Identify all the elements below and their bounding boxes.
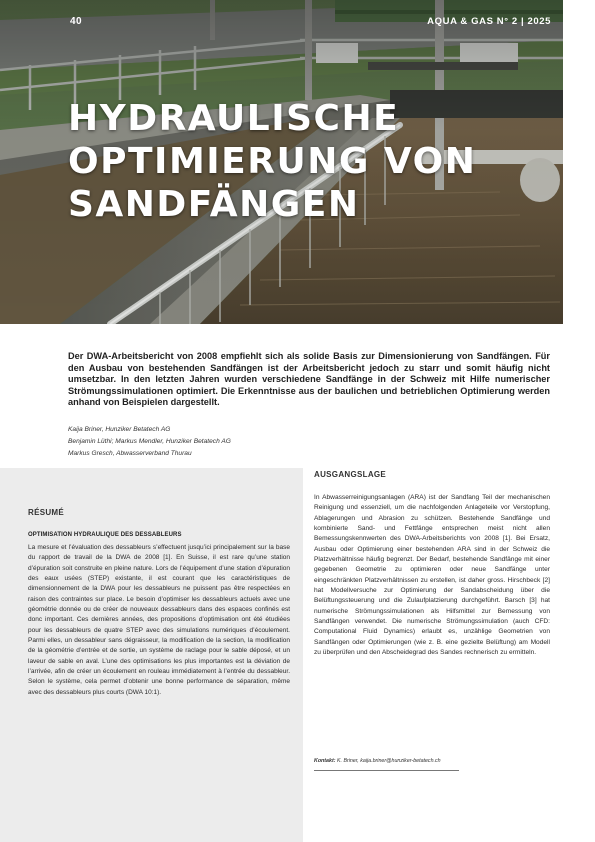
contact-line [314, 758, 441, 764]
hero-photo [0, 0, 563, 324]
resume-box [0, 468, 303, 842]
author-line: Benjamin Lüthi; Markus Mendler, Hunziker Betatech AG [68, 438, 231, 445]
resume-subheading: OPTIMISATION HYDRAULIQUE DES DESSABLEURS [28, 532, 182, 538]
title-line: HYDRAULISCHE [68, 98, 400, 139]
page-number: 40 [70, 16, 83, 27]
title-line: SANDFÄNGEN [68, 184, 360, 225]
contact-value[interactable]: K. Briner, kaija.briner@hunziker-betatech.ch [336, 758, 441, 764]
resume-text: La mesure et l’évaluation des dessableurs s’effectuent jusqu’ici principalement sur la base du rapport de travail de la DWA de 2008 [1]. En Suisse, il est rare qu’une station d’épuration soit construite en pleine nature. Lors de l’équipement d’une station d’épuration des eaux usées (STEP) existante, il est courant que les caractéristiques de dimensionnement de la DWA pour les dessableurs ne puissent pas être respectées en raison des contraintes sur place. Le besoin d’optimiser les dessableurs actuels avec une géométrie donnée ou de créer de nouveaux dessableurs dans des espaces confinés est donc important. Ces dernières années, des propositions d’optimisation ont été étudiées pour les dessableurs de quatre STEP avec des simulations numériques d’écoulement. Parmi elles, un dessableur sans dégraisseur, la modification de la section, la modification de la géométrie d’entrée et de sortie, un système de raclage pour le sable déposé, et un laveur de sable en aval. L’une des optimisations les plus importantes est la déviation de l’arrivée, afin de créer un écoulement en rouleau immédiatement à l’entrée du dessableur. Selon le système, cela permet d’obtenir une bonne performance de séparation, même avec des dessableurs plus courts (DWA 10:1). [28, 544, 290, 696]
contact-label: Kontakt: [314, 758, 336, 764]
article-title [68, 97, 488, 226]
journal-issue: AQUA & GAS N° 2 | 2025 [427, 16, 551, 27]
resume-heading: RÉSUMÉ [28, 508, 65, 517]
author-line: Kaija Briner, Hunziker Betatech AG [68, 426, 171, 433]
section-heading: AUSGANGSLAGE [314, 470, 387, 479]
divider [314, 770, 459, 771]
title-line: OPTIMIERUNG VON [68, 141, 477, 182]
author-list [68, 424, 368, 460]
section-text: In Abwasserreinigungsanlagen (ARA) ist der Sandfang Teil der mechanischen Reinigung und essenziell, um die nachfolgenden Anlageteile vor Verstopfung, Ablagerungen und Abrasion zu schützen. Bestehende Sandfänge und kombinierte Sand- und Fettfänge entsprechen meist nicht allen Bemessungskennwerten des DWA-Arbeitsberichts von 2008 [1]. Bei Ersatz, Ausbau oder Optimierung einer bestehenden ARA sind in der Schweiz die Platzverhältnisse häufig begrenzt. Der Bedarf, bestehende Sandfänge mit einer gegebenen Geometrie zu optimieren oder neue Sandfänge unter eingeschränkten Platzverhältnissen zu erstellen, ist daher gross. Hirschbeck [2] hat Modellversuche zur Optimierung der Sandabscheidung über die Belüftungssteuerung und die Zulaufplatzierung durchgeführt. Barsch [3] hat numerische Strömungssimulationen als Hilfsmittel zur Bemessung von Sandfängen verwendet. Die numerische Strömungssimulation (auch CFD: Computational Fluid Dynamics) erlaubt es, unzählige Geometrien von Sandfängen oder Optimierungen (wie z. B. eine gezielte Belüftung) am Modell zu überprüfen und den Abscheidegrad des Sandes rechnerisch zu ermitteln. [314, 494, 550, 657]
author-line: Markus Gresch, Abwasserverband Thurau [68, 450, 192, 457]
lead-paragraph: Der DWA-Arbeitsbericht von 2008 empfiehlt sich als solide Basis zur Dimensionierung von Sandfängen. Für den Ausbau von bestehenden Sandfängen ist der Arbeitsbericht jedoch zu starr und somit häufig nicht umsetzbar. In den letzten Jahren wurden verschiedene Sandfänge in der Schweiz mit Hilfe numerischer Strömungssimulationen optimiert. Die Erkenntnisse aus der baulichen und betrieblichen Optimierung werden anhand von Beispielen dargestellt. [68, 351, 550, 407]
